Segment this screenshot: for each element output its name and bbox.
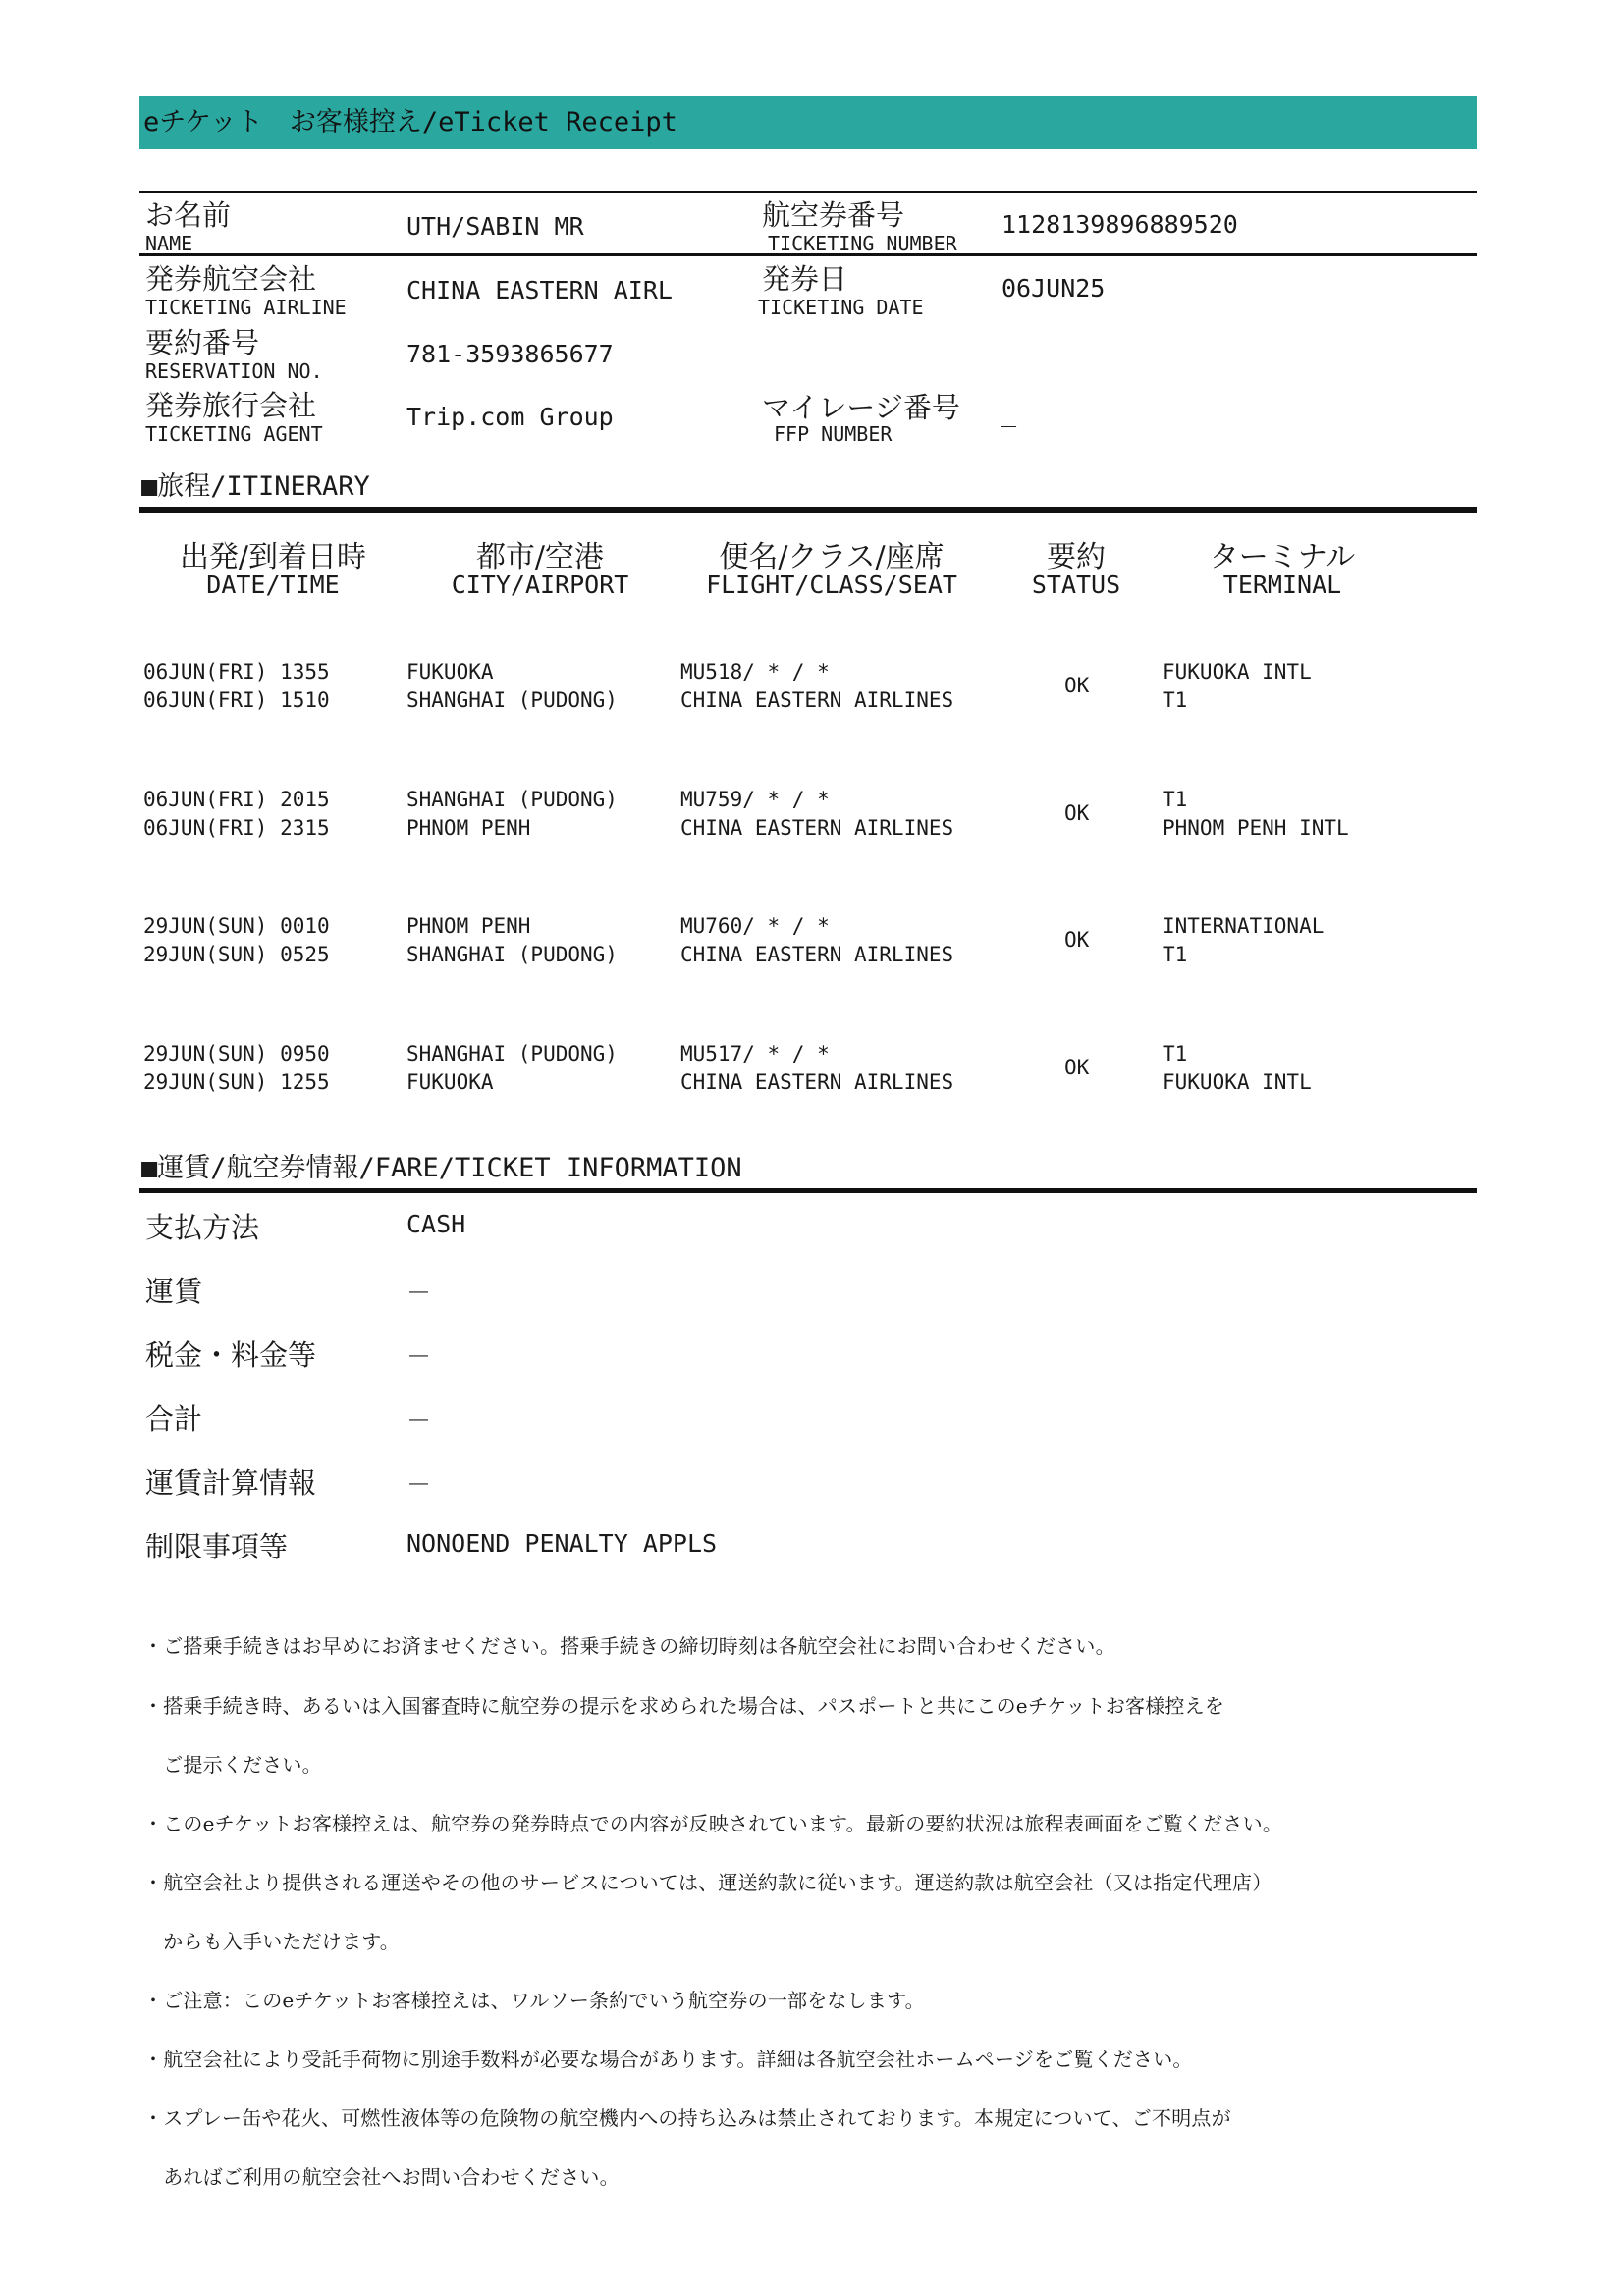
restrictions-label: 制限事項等	[145, 1530, 289, 1563]
flight-number: MU518/ * / *	[680, 660, 830, 683]
airline-label-en: TICKETING AIRLINE	[145, 296, 347, 319]
departure-city: SHANGHAI (PUDONG)	[406, 1042, 618, 1066]
note-line: ・航空会社より提供される運送やその他のサービスについては、運送約款に従います。運送約款は航空会社（又は指定代理店）	[143, 1871, 1272, 1894]
status-badge: OK	[1064, 674, 1090, 697]
departure-city: PHNOM PENH	[406, 914, 531, 938]
receipt-banner	[139, 96, 1477, 149]
date-label-en: TICKETING DATE	[758, 296, 924, 319]
arrival-terminal: FUKUOKA INTL	[1163, 1070, 1312, 1094]
flight-number: MU759/ * / *	[680, 788, 830, 811]
header-datetime-ja: 出発/到着日時	[179, 540, 367, 574]
reservation-number: 781-3593865677	[406, 340, 614, 368]
header-status-ja: 要約	[1047, 540, 1106, 574]
arrival-time: 06JUN(FRI) 1510	[143, 688, 330, 712]
fare-rule	[139, 1188, 1477, 1193]
restrictions-value: NONOEND PENALTY APPLS	[406, 1529, 718, 1558]
note-line: ご提示ください。	[143, 1753, 322, 1777]
arrival-time: 29JUN(SUN) 0525	[143, 943, 330, 966]
departure-city: SHANGHAI (PUDONG)	[406, 788, 618, 811]
departure-terminal: INTERNATIONAL	[1163, 914, 1325, 938]
carrier-name: CHINA EASTERN AIRLINES	[680, 943, 954, 966]
ticketing-airline: CHINA EASTERN AIRL	[406, 276, 673, 304]
flight-number: MU760/ * / *	[680, 914, 830, 938]
total-value: －	[406, 1406, 432, 1435]
name-label-ja: お名前	[145, 198, 232, 232]
payment-method-label: 支払方法	[145, 1211, 260, 1244]
airline-label-ja: 発券航空会社	[145, 262, 317, 296]
carrier-name: CHINA EASTERN AIRLINES	[680, 1070, 954, 1094]
agent-label-ja: 発券旅行会社	[145, 389, 317, 422]
ticket-number-label-en: TICKETING NUMBER	[768, 232, 957, 255]
ffp-label-en: FFP NUMBER	[774, 422, 893, 446]
date-label-ja: 発券日	[762, 262, 848, 296]
arrival-terminal: PHNOM PENH INTL	[1163, 816, 1349, 840]
name-label-en: NAME	[145, 232, 193, 255]
note-line: あればご利用の航空会社へお問い合わせください。	[143, 2165, 620, 2189]
reservation-label-en: RESERVATION NO.	[145, 359, 323, 383]
carrier-name: CHINA EASTERN AIRLINES	[680, 816, 954, 840]
itinerary-section-title: ■旅程/ITINERARY	[141, 471, 370, 502]
note-line: ・このeチケットお客様控えは、航空券の発券時点での内容が反映されています。最新の要約状況は旅程表画面をご覧ください。	[143, 1812, 1283, 1835]
note-line: ・航空会社により受託手荷物に別途手数料が必要な場合があります。詳細は各航空会社ホームページをご覧ください。	[143, 2048, 1193, 2071]
flight-number: MU517/ * / *	[680, 1042, 830, 1066]
header-flight-en: FLIGHT/CLASS/SEAT	[706, 571, 957, 599]
note-line: からも入手いただけます。	[143, 1930, 400, 1953]
note-line: ・ご注意：このeチケットお客様控えは、ワルソー条約でいう航空券の一部をなします。	[143, 1989, 925, 2012]
ticketing-date: 06JUN25	[1001, 274, 1106, 302]
header-city-en: CITY/AIRPORT	[451, 571, 629, 599]
arrival-time: 29JUN(SUN) 1255	[143, 1070, 330, 1094]
ffp-number: _	[1001, 399, 1017, 427]
departure-time: 06JUN(FRI) 2015	[143, 788, 330, 811]
arrival-terminal: T1	[1163, 688, 1188, 712]
header-city-ja: 都市/空港	[475, 540, 605, 574]
arrival-city: PHNOM PENH	[406, 816, 531, 840]
ticket-number-label-ja: 航空券番号	[762, 198, 905, 232]
header-flight-ja: 便名/クラス/座席	[719, 540, 945, 574]
taxes-label: 税金・料金等	[145, 1339, 317, 1372]
carrier-name: CHINA EASTERN AIRLINES	[680, 688, 954, 712]
arrival-city: SHANGHAI (PUDONG)	[406, 943, 618, 966]
ticketing-agent: Trip.com Group	[406, 403, 614, 431]
taxes-value: －	[406, 1342, 432, 1371]
departure-time: 29JUN(SUN) 0950	[143, 1042, 330, 1066]
fare-calc-value: －	[406, 1470, 432, 1499]
ffp-label-ja: マイレージ番号	[762, 391, 960, 424]
departure-time: 06JUN(FRI) 1355	[143, 660, 330, 683]
fare-section-title: ■運賃/航空券情報/FARE/TICKET INFORMATION	[141, 1153, 742, 1183]
status-badge: OK	[1064, 1056, 1090, 1079]
fare-label: 運賃	[145, 1275, 203, 1308]
passenger-name: UTH/SABIN MR	[406, 212, 584, 241]
arrival-time: 06JUN(FRI) 2315	[143, 816, 330, 840]
fare-calc-label: 運賃計算情報	[145, 1466, 317, 1500]
header-terminal-ja: ターミナル	[1209, 540, 1356, 574]
reservation-label-ja: 要約番号	[145, 326, 260, 359]
departure-time: 29JUN(SUN) 0010	[143, 914, 330, 938]
itinerary-rule	[139, 507, 1477, 513]
payment-method-value: CASH	[406, 1210, 466, 1238]
arrival-city: FUKUOKA	[406, 1070, 494, 1094]
agent-label-en: TICKETING AGENT	[145, 422, 323, 446]
departure-terminal: T1	[1163, 788, 1188, 811]
status-badge: OK	[1064, 801, 1090, 825]
header-terminal-en: TERMINAL	[1222, 571, 1342, 599]
arrival-terminal: T1	[1163, 943, 1188, 966]
status-badge: OK	[1064, 928, 1090, 952]
fare-value: －	[406, 1279, 432, 1307]
receipt-title: eチケット お客様控え/eTicket Receipt	[143, 107, 677, 137]
departure-terminal: T1	[1163, 1042, 1188, 1066]
note-line: ・搭乗手続き時、あるいは入国審査時に航空券の提示を求められた場合は、パスポートと共にこのeチケットお客様控えを	[143, 1694, 1225, 1718]
header-datetime-en: DATE/TIME	[206, 571, 340, 599]
total-label: 合計	[145, 1402, 203, 1436]
note-line: ・ご搭乗手続きはお早めにお済ませください。搭乗手続きの締切時刻は各航空会社にお問い合わせください。	[143, 1634, 1115, 1658]
arrival-city: SHANGHAI (PUDONG)	[406, 688, 618, 712]
note-line: ・スプレー缶や花火、可燃性液体等の危険物の航空機内への持ち込みは禁止されております。本規定について、ご不明点が	[143, 2106, 1231, 2130]
departure-terminal: FUKUOKA INTL	[1163, 660, 1312, 683]
ticket-number: 1128139896889520	[1001, 210, 1238, 239]
departure-city: FUKUOKA	[406, 660, 494, 683]
header-status-en: STATUS	[1031, 571, 1121, 599]
